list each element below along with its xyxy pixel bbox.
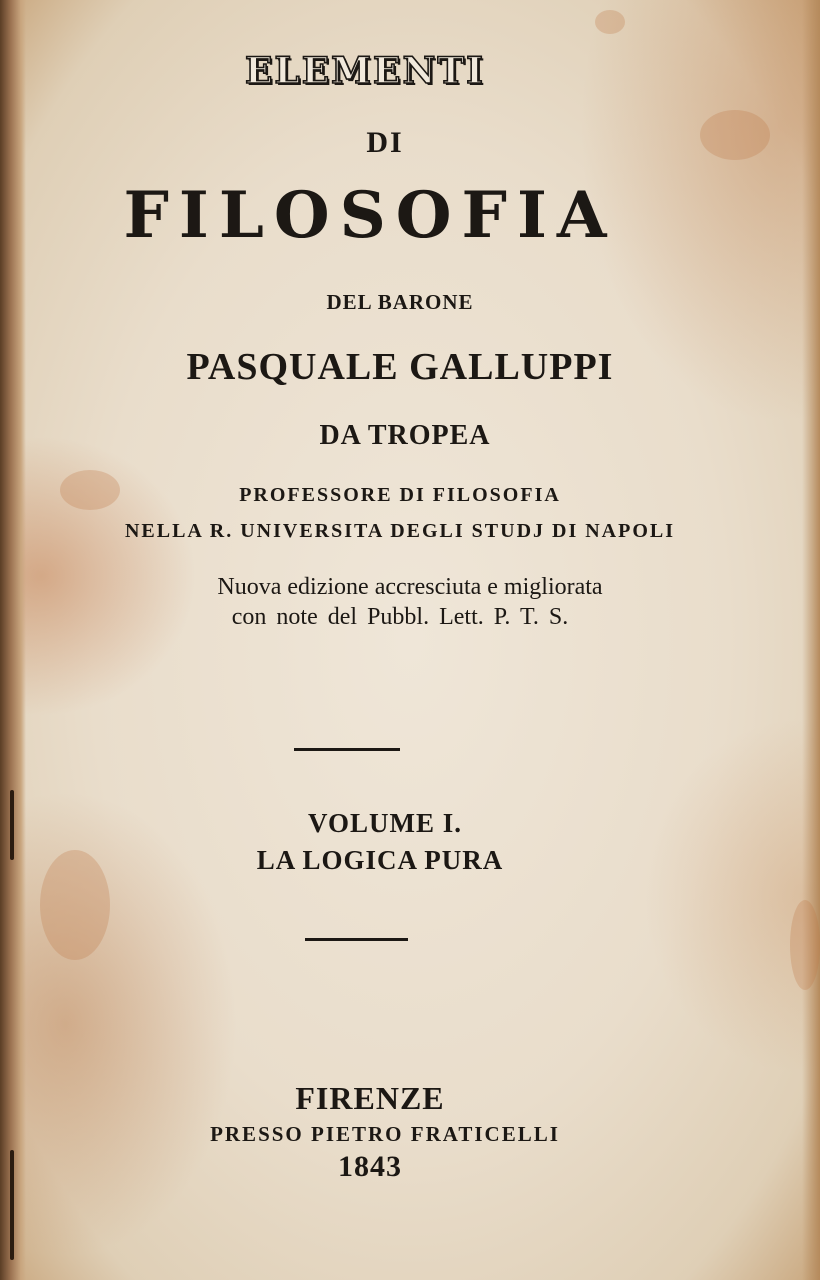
edition-note-line-2: con note del Pubbl. Lett. P. T. S.: [231, 604, 569, 630]
foxing-stain: [595, 10, 625, 34]
title-line-3: FILOSOFIA: [123, 178, 617, 253]
author-name: PASQUALE GALLUPPI: [186, 346, 614, 388]
section-divider-bottom: [305, 938, 408, 941]
imprint-city: FIRENZE: [295, 1080, 445, 1116]
title-line-1: ELEMENTI: [244, 50, 485, 92]
imprint-year: 1843: [338, 1150, 402, 1183]
volume-title: LA LOGICA PURA: [256, 845, 504, 875]
author-position-line-1: PROFESSORE DI FILOSOFIA: [239, 484, 561, 506]
edition-note-line-1: Nuova edizione accresciuta e migliorata: [217, 574, 603, 600]
section-divider-top: [294, 748, 400, 751]
volume-number: VOLUME I.: [308, 808, 462, 838]
author-position-line-2: NELLA R. UNIVERSITA DEGLI STUDJ DI NAPOLI: [124, 520, 676, 542]
title-line-2: DI: [366, 126, 404, 159]
author-prefix: DEL BARONE: [326, 290, 474, 314]
foxing-stain: [790, 900, 820, 990]
author-origin: DA TROPEA: [319, 420, 491, 451]
imprint-publisher: PRESSO PIETRO FRATICELLI: [210, 1122, 560, 1146]
